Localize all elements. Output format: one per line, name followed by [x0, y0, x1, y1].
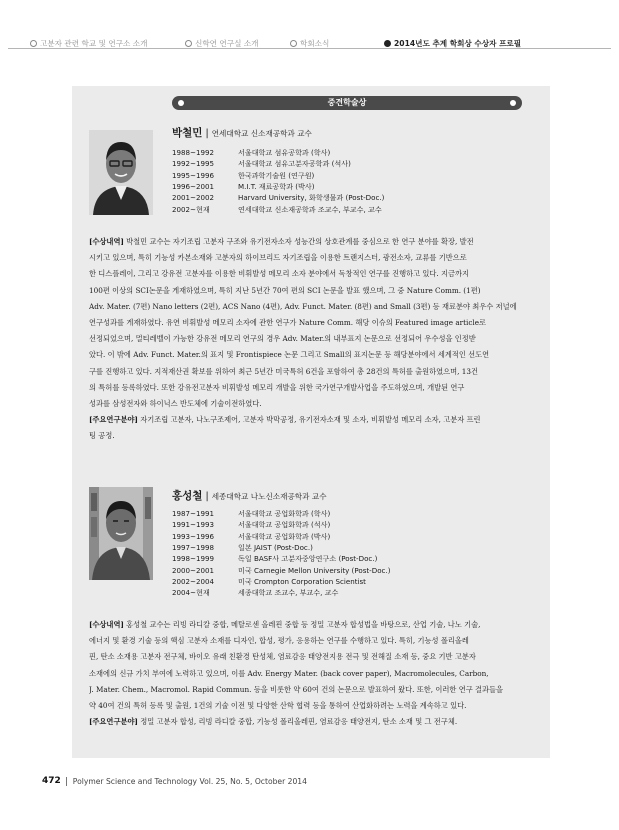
paragraph-line: 약 40여 건의 특허 등록 및 출원, 1건의 기술 이전 및 다양한 산학 협력 등을 통하여 산업화하려는 노력을 계속하고 있다.	[89, 701, 467, 711]
person-affiliation: 세종대학교 나노신소재공학과 교수	[211, 492, 327, 501]
paragraph-line: 팅 공정.	[89, 431, 115, 441]
career-row	[172, 542, 390, 553]
portrait-photo	[89, 487, 153, 580]
person-heading	[172, 488, 327, 503]
paragraph-line: [주요연구분야] 자기조립 고분자, 나노구조제어, 고분자 박막공정, 유기전자소재 및 소자, 비휘발성 메모리 소자, 고분자 프린	[89, 415, 481, 425]
career-year: 1995~1996	[172, 170, 215, 180]
name-separator: |	[205, 128, 212, 139]
paragraph-line: [수상내역] 홍성철 교수는 리빙 라디칼 중합, 메탈로센 올레핀 중합 등 정밀 고분자 합성법을 바탕으로, 산업 기술, 나노 기술,	[89, 620, 481, 629]
career-desc: 세종대학교 조교수, 부교수, 교수	[238, 588, 339, 598]
nav-bullet-icon	[384, 40, 391, 47]
journal-citation: Polymer Science and Technology Vol. 25, No. 5, October 2014	[72, 776, 307, 786]
career-row	[172, 553, 390, 564]
career-year: 1993~1996	[172, 531, 215, 541]
career-row	[172, 519, 390, 530]
career-list	[172, 147, 384, 215]
career-year: 1997~1998	[172, 543, 215, 553]
paragraph-line: 성과를 삼성전자와 하이닉스 반도체에 기술이전하였다.	[89, 399, 262, 409]
career-row	[172, 192, 384, 203]
person-affiliation: 연세대학교 신소재공학과 교수	[211, 129, 312, 138]
paragraph-line: 연구성과를 게재하였다. 유연 비휘발성 메모리 소자에 관한 연구가 Nature Comm. 해당 이슈의 Featured image article로	[89, 318, 487, 328]
portrait-photo	[89, 130, 153, 215]
nav-tab-award-profiles[interactable]	[384, 38, 521, 49]
nav-bullet-icon	[30, 40, 37, 47]
paragraph-line: 의 특허를 등록하였다. 또한 강유전고분자 비휘발성 메모리 개발을 위한 국가연구개발사업을 주도하였으며, 개발된 연구	[89, 382, 465, 392]
career-row	[172, 587, 390, 598]
career-desc: 서울대학교 섬유고분자공학과 (석사)	[238, 159, 351, 169]
career-desc: 미국 Crompton Corporation Scientist	[238, 577, 366, 587]
career-year: 1988~1992	[172, 148, 215, 157]
person-name: 박철민	[172, 127, 203, 139]
career-year: 2001~2002	[172, 193, 215, 203]
career-desc: 미국 Carnegie Mellon University (Post-Doc.)	[238, 565, 391, 575]
career-year: 2004~현재	[172, 588, 210, 598]
award-description	[89, 234, 541, 445]
career-year: 1998~1999	[172, 554, 215, 564]
career-desc: 서울대학교 공업화학과 (석사)	[238, 520, 331, 530]
career-row	[172, 170, 384, 181]
career-desc: 서울대학교 공업화학과 (학사)	[238, 509, 331, 518]
section-nav	[0, 28, 619, 58]
name-separator: |	[205, 491, 212, 502]
career-list	[172, 508, 390, 599]
paragraph-line: 구를 진행하고 있다. 지적재산권 확보를 위하여 최근 5년간 미국특허 6건을 포함하여 총 28건의 특허를 출원하였으며, 13건	[89, 366, 479, 376]
career-desc: 일본 JAIST (Post-Doc.)	[238, 543, 313, 553]
nav-tab-label: 신학연 연구실 소개	[195, 39, 259, 48]
section-title-pill	[172, 96, 522, 110]
paragraph-line: 100편 이상의 SCI논문을 게재하였으며, 특히 지난 5년간 70여 편의 SCI 논문을 발표 했으며, 그 중 Nature Comm. (1편)	[89, 285, 481, 295]
nav-tab-lab-intro[interactable]	[185, 38, 259, 49]
section-title: 중견학술상	[327, 98, 367, 107]
career-year: 1991~1993	[172, 520, 215, 530]
nav-bullet-icon	[185, 40, 192, 47]
career-year: 1992~1995	[172, 159, 215, 169]
paragraph-line: 았다. 이 밖에 Adv. Funct. Mater.의 표지 및 Frontispiece 논문 그리고 Small의 표지논문 등 해당분야에서 세계적인 선도연	[89, 350, 490, 360]
career-year: 2002~현재	[172, 204, 210, 214]
career-row	[172, 158, 384, 169]
paragraph-line: [주요연구분야] 정밀 고분자 합성, 리빙 라디칼 중합, 기능성 폴리올레핀, 염료감응 태양전지, 탄소 소재 및 그 전구체.	[89, 717, 458, 727]
career-desc: 서울대학교 섬유공학과 (학사)	[238, 148, 331, 157]
nav-tab-label: 2014년도 추계 학회상 수상자 프로필	[394, 39, 522, 48]
career-row	[172, 531, 390, 542]
career-row	[172, 204, 384, 215]
paragraph-line: 핀, 탄소 소재용 고분자 전구체, 바이오 유래 친환경 탄성체, 염료감응 태양전지용 전극 및 전해질 소재 등, 중요 기반 고분자	[89, 652, 476, 662]
career-year: 1996~2001	[172, 182, 215, 192]
career-year: 2002~2004	[172, 577, 215, 587]
career-row	[172, 181, 384, 192]
paragraph-line: 한 디스플레이, 그리고 강유전 고분자를 이용한 비휘발성 메모리 소자 분야에서 독창적인 연구를 진행하고 있다. 지금까지	[89, 269, 470, 279]
page-footer	[42, 776, 307, 786]
award-description	[89, 617, 541, 730]
pill-dot-icon	[510, 100, 516, 106]
nav-bullet-icon	[290, 40, 297, 47]
career-year: 2000~2001	[172, 565, 215, 575]
career-desc: 한국과학기술원 (연구원)	[238, 170, 315, 180]
paragraph-line: 선정되었으며, 멀티레벨이 가능한 강유전 메모리 연구의 경우 Adv. Mater.의 내부표지 논문으로 선정되어 우수성을 인정받	[89, 334, 476, 344]
career-desc: 연세대학교 신소재공학과 조교수, 부교수, 교수	[238, 204, 382, 214]
person-name: 홍성철	[172, 490, 203, 502]
career-desc: 서울대학교 공업화학과 (박사)	[238, 531, 331, 541]
career-year: 1987~1991	[172, 509, 215, 518]
paragraph-line: [수상내역] 박철민 교수는 자기조립 고분자 구조와 유기전자소자 성능간의 상호관계를 중심으로 한 연구 분야를 확장, 발전	[89, 237, 474, 246]
paragraph-line: J. Mater. Chem., Macromol. Rapid Commun. 등을 비롯한 약 60여 건의 논문으로 발표하여 왔다. 또한, 이러한 연구 결과들을	[89, 684, 504, 694]
career-desc: M.I.T. 재료공학과 (박사)	[238, 182, 315, 192]
nav-tab-label: 고분자 관련 학교 및 연구소 소개	[40, 39, 148, 48]
career-row	[172, 565, 390, 576]
career-row	[172, 576, 390, 587]
career-row	[172, 508, 390, 519]
paragraph-line: 시키고 있으며, 특히 기능성 카본소재와 고분자의 하이브리드 자기조립을 이용한 트랜지스터, 광전소자, 교류를 기반으로	[89, 253, 467, 263]
paragraph-line: 에너지 및 환경 기술 등의 핵심 고분자 소재를 디자인, 합성, 평가, 응용하는 연구를 수행하고 있다. 특히, 기능성 폴리올레	[89, 636, 469, 646]
nav-tab-schools[interactable]	[30, 38, 147, 49]
career-desc: Harvard University, 화학생물과 (Post-Doc.)	[238, 193, 385, 203]
header-band	[0, 0, 619, 22]
person-heading	[172, 125, 312, 140]
paragraph-line: Adv. Mater. (7편) Nano letters (2편), ACS Nano (4편), Adv. Funct. Mater. (8편) and Small (3편) 등 재료분야 최우수 저널에	[89, 301, 517, 311]
paragraph-line: 소재에의 신규 가치 부여에 노력하고 있으며, 이를 Adv. Energy Mater. (back cover paper), Macromolecules, Carbon,	[89, 668, 489, 678]
career-desc: 독일 BASF사 고분자중앙연구소 (Post-Doc.)	[238, 554, 378, 564]
career-row	[172, 147, 384, 158]
page-number: 472	[42, 776, 61, 786]
nav-tab-news[interactable]	[290, 38, 329, 49]
footer-separator	[66, 777, 67, 786]
nav-tab-label: 학회소식	[300, 39, 330, 48]
